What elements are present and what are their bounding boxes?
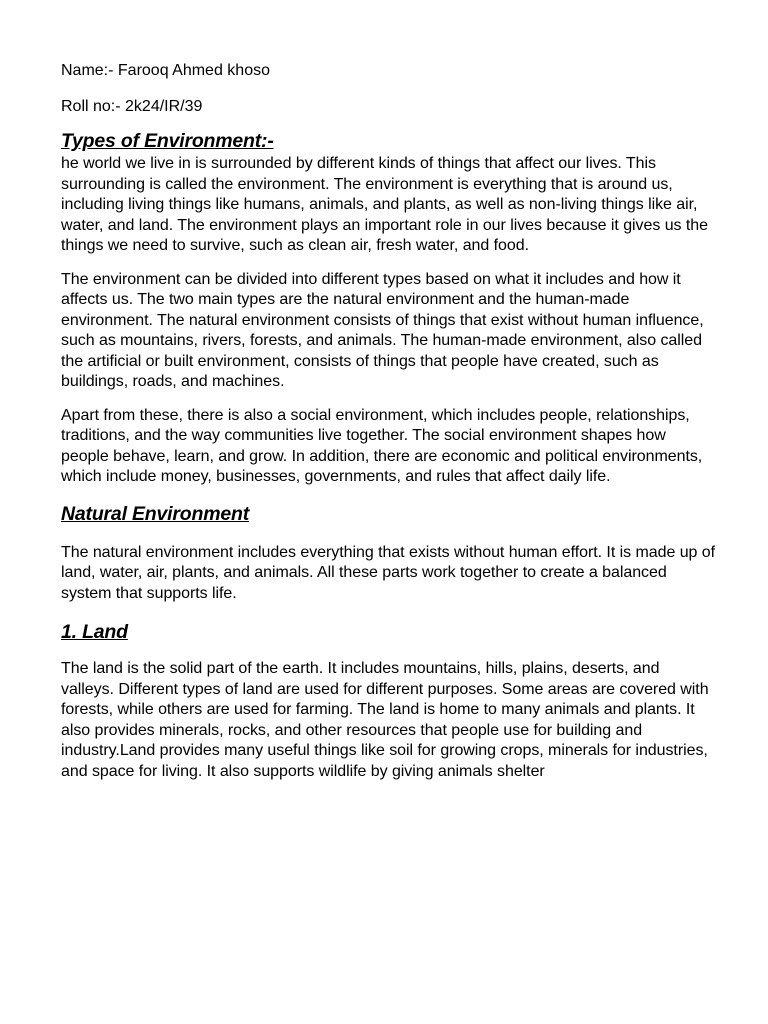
paragraph-social: Apart from these, there is also a social environment, which includes people, relationships, traditions, and the way communities live together. The social environment shapes how people behave, learn, and grow. In addition, there are economic and political environments, which include money, businesses, governments, and rules that affect daily life. — [61, 406, 703, 485]
heading-land: 1. Land — [61, 621, 128, 643]
document-page — [61, 60, 716, 795]
paragraph-land: The land is the solid part of the earth. It includes mountains, hills, plains, deserts, and valleys. Different types of land are used for different purposes. Some areas are covered with forests, while others are used for farming. The land is home to many animals and plants. It also provides minerals, rocks, and other resources that people use for building and industry.Land provides many useful things like soil for growing crops, minerals for industries, and space for living. It also supports wildlife by giving animals shelter — [61, 660, 709, 780]
student-name: Name:- Farooq Ahmed khoso — [61, 62, 270, 79]
roll-number: Roll no:- 2k24/IR/39 — [61, 98, 203, 115]
paragraph-intro: he world we live in is surrounded by different kinds of things that affect our lives. This surrounding is called the environment. The environment is everything that is around us, including living things like humans, animals, and plants, as well as non-living things like air, water, and land. The environment plays an important role in our lives because it gives us the things we need to survive, such as clean air, fresh water, and food. — [61, 155, 708, 254]
heading-natural-environment: Natural Environment — [61, 502, 249, 525]
heading-types-of-environment: Types of Environment:- — [61, 130, 274, 152]
paragraph-natural: The natural environment includes everything that exists without human effort. It is made up of land, water, air, plants, and animals. All these parts work together to create a balanced system that supports life. — [61, 543, 716, 602]
paragraph-types: The environment can be divided into different types based on what it includes and how it affects us. The two main types are the natural environment and the human-made environment. The natural environment consists of things that exist without human influence, such as mountains, rivers, forests, and animals. The human-made environment, also called the artificial or built environment, consists of things that people have created, such as buildings, roads, and machines. — [61, 270, 704, 390]
